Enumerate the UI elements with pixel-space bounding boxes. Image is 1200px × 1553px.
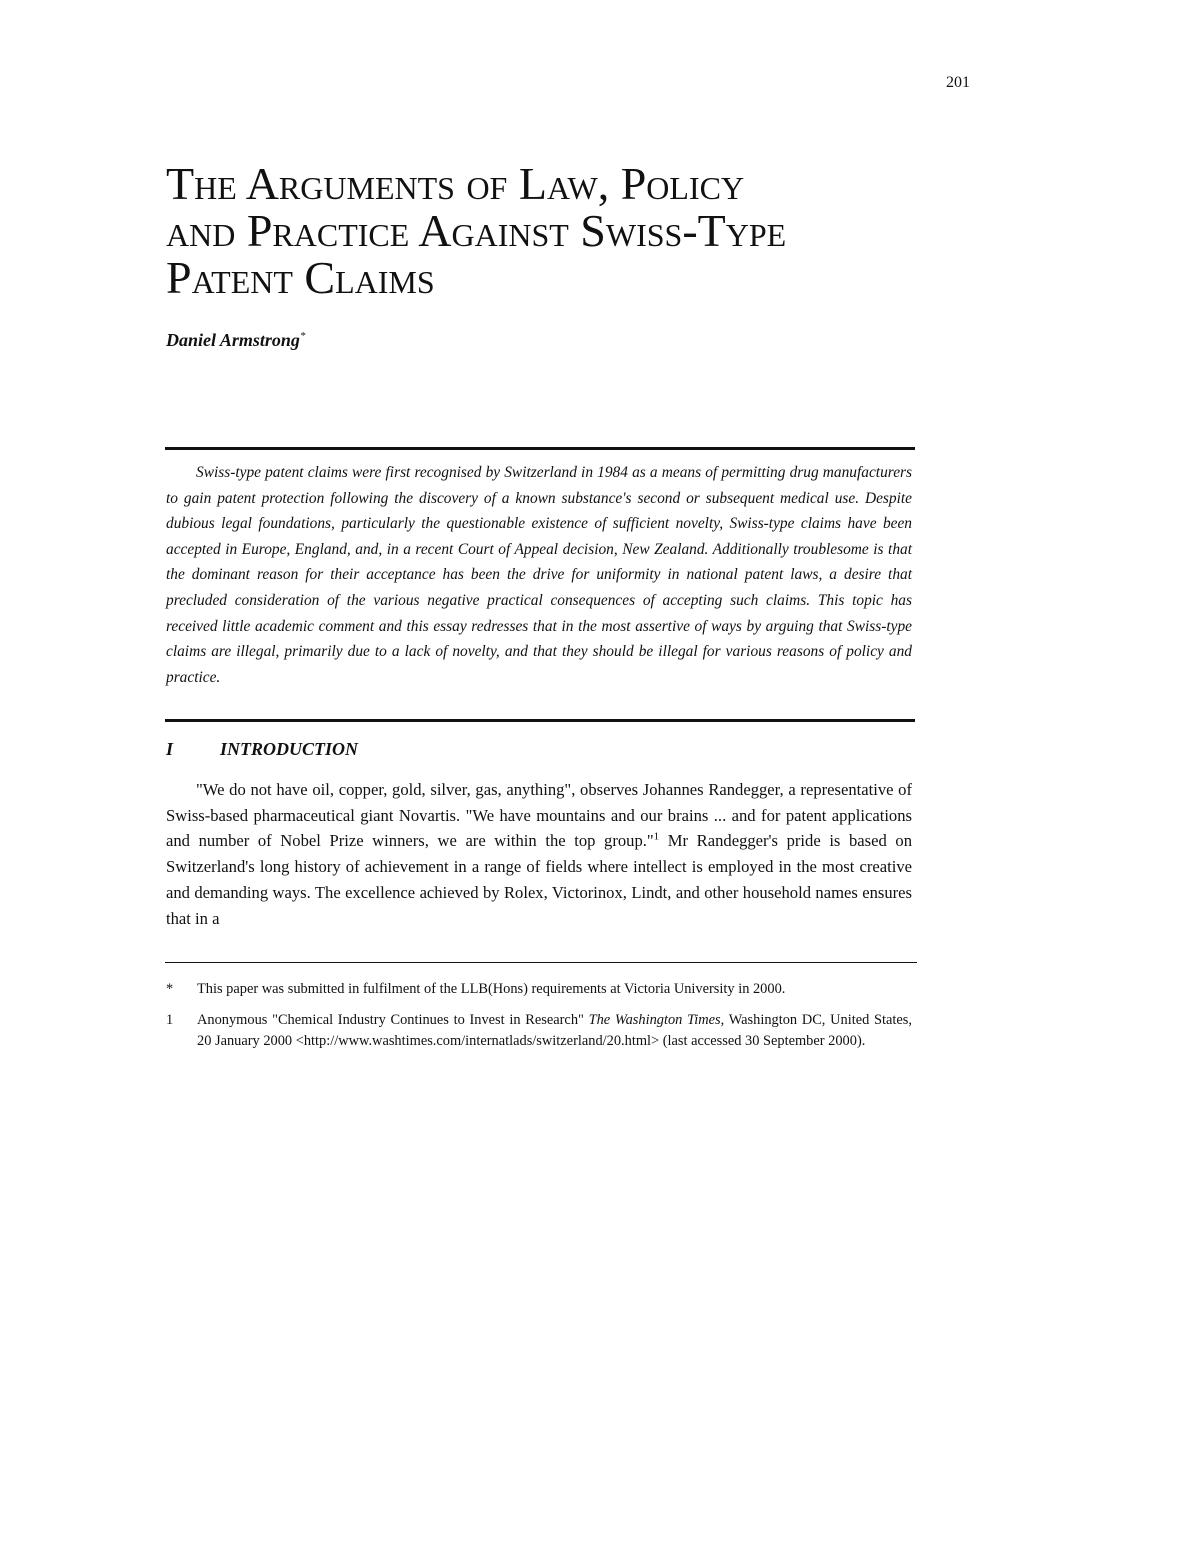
footnote-text-part: , Washington DC, United States, 20 January 2000 <http://www.washtimes.com/internatlads/switzerland/20.html> (last accessed 30 September 2000). [197, 1012, 912, 1049]
abstract: Swiss-type patent claims were first recognised by Switzerland in 1984 as a means of permitting drug manufacturers to gain patent protection following the discovery of a known substance's second or subsequent medical use. Despite dubious legal foundations, particularly the questionable existence of sufficient novelty, Swiss-type claims have been accepted in Europe, England, and, in a recent Court of Appeal decision, New Zealand. Additionally troublesome is that the dominant reason for their acceptance has been the drive for uniformity in national patent laws, a desire that precluded consideration of the various negative practical consequences of accepting such claims. This topic has received little academic comment and this essay redresses that in the most assertive of ways by arguing that Swiss-type claims are illegal, primarily due to a lack of novelty, and that they should be illegal for various reasons of policy and practice. [166, 464, 912, 686]
title-line: and Practice Against Swiss-Type [166, 205, 787, 256]
body-text-part: "We do not have oil, copper, gold, silver, gas, anything", observes Johannes Randegger, a representative of Swiss-based pharmaceutical giant Novartis. "We have mountains and our brains ... and for patent applications and number of Nobel Prize winners, we are within the top group." [166, 780, 912, 851]
footnote-marker: 1 [166, 1012, 174, 1028]
author-footnote-marker: * [299, 330, 306, 342]
title-line: Patent Claims [166, 252, 435, 303]
section-heading [166, 739, 358, 760]
footnote [166, 1010, 912, 1052]
section-title: INTRODUCTION [220, 739, 359, 759]
publication-title: The Washington Times [588, 1012, 721, 1028]
footnote-text: This paper was submitted in fulfilment of the LLB(Hons) requirements at Victoria University in 2000. [197, 981, 786, 997]
abstract-top-rule [165, 447, 915, 450]
body-paragraph [166, 777, 912, 931]
footnote-marker: * [166, 981, 174, 997]
author-byline [166, 330, 305, 351]
body-text-part: Mr Randegger's pride is based on Switzerland's long history of achievement in a range of fields where intellect is employed in the most creative and demanding ways. The excellence achieved by Rolex, Victorinox, Lindt, and other household names ensures that in a [166, 831, 912, 928]
section-number: I [166, 739, 174, 759]
abstract-bottom-rule [165, 719, 915, 722]
article-title [166, 160, 926, 301]
footnote-separator [165, 962, 917, 963]
footnote-text-part: Anonymous "Chemical Industry Continues to Invest in Research" [197, 1012, 589, 1028]
footnote-reference[interactable]: 1 [653, 830, 660, 843]
author-name: Daniel Armstrong [166, 330, 300, 350]
title-line: The Arguments of Law, Policy [166, 158, 745, 209]
footnote [166, 979, 912, 1000]
page-number: 201 [946, 74, 970, 91]
footnote-text [197, 1010, 912, 1052]
